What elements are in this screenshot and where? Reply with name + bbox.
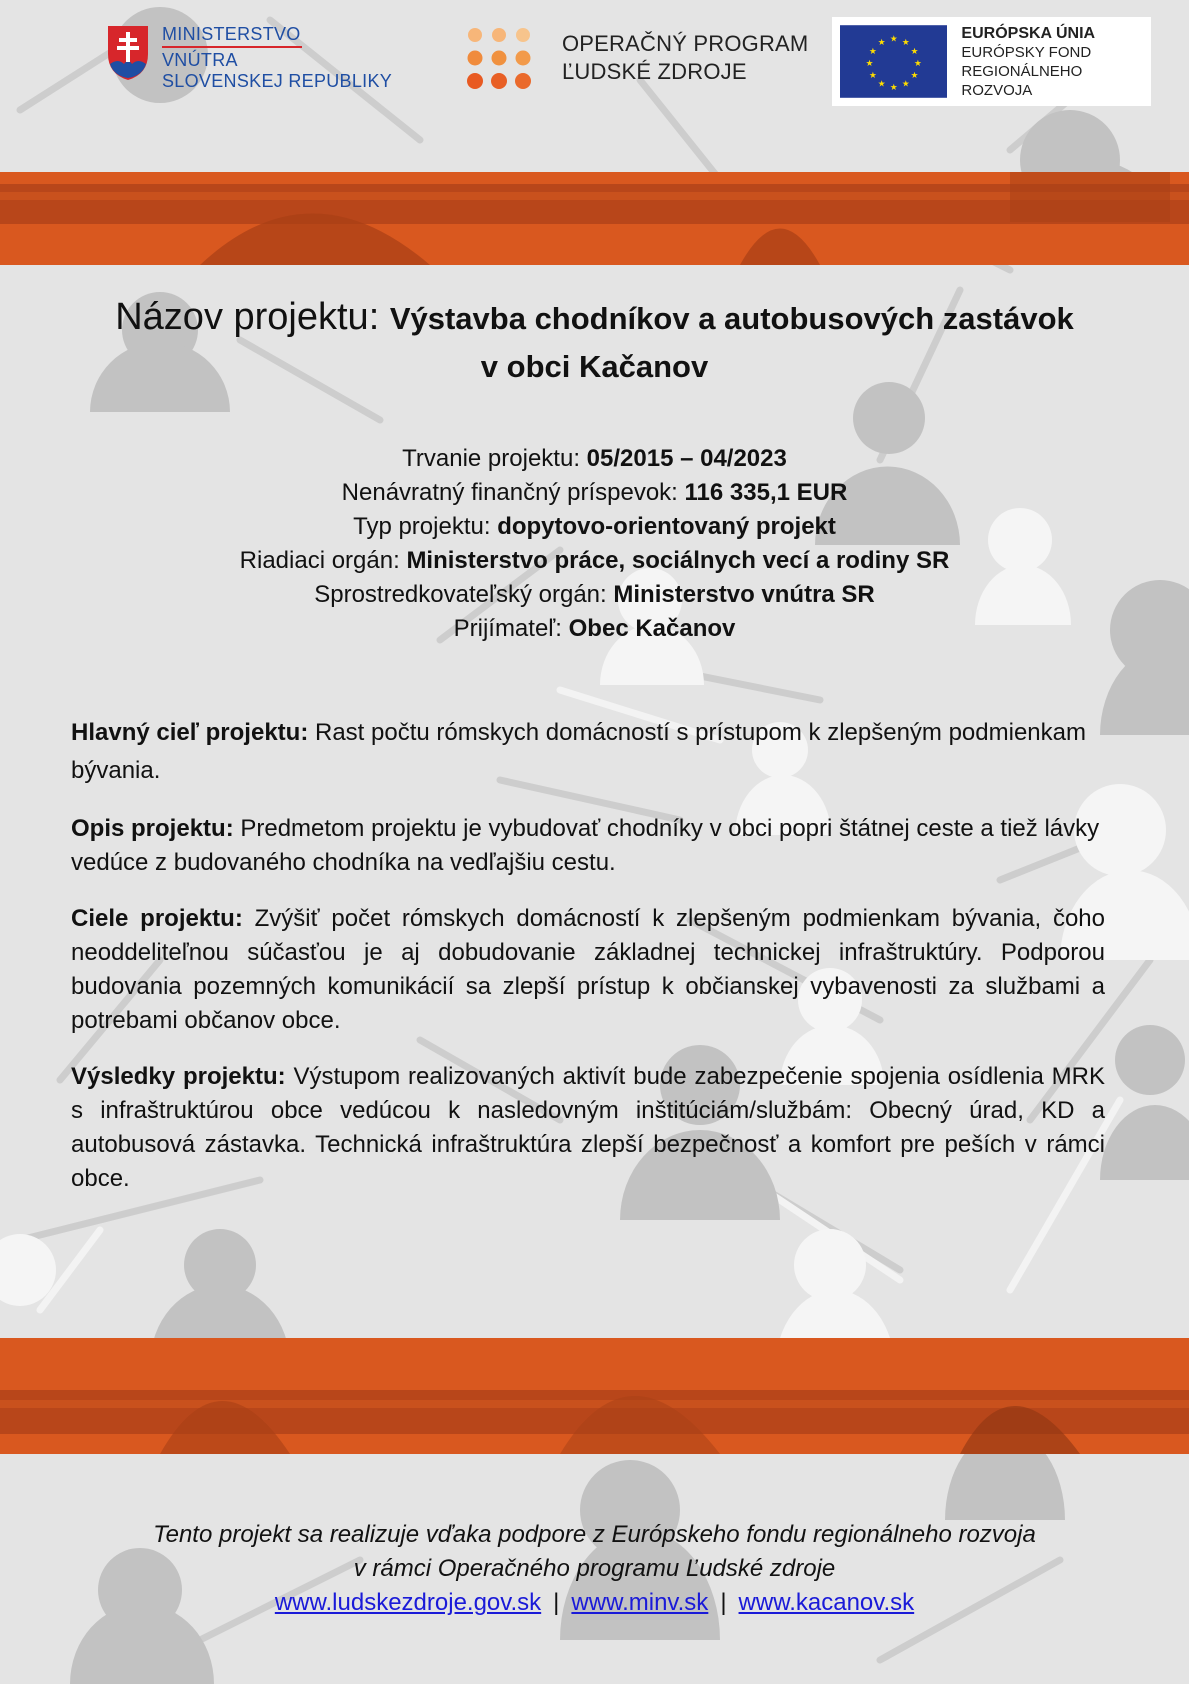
ministry-logo-line: MINISTERSTVO — [162, 24, 302, 48]
top-orange-band — [0, 172, 1189, 265]
meta-value: Ministerstvo práce, sociálnych vecí a rodiny SR — [406, 547, 950, 574]
link-separator: | — [553, 1589, 560, 1616]
section-text: Výstupom realizovaných aktivít bude zabezpečenie spojenia osídlenia MRK s infraštruktúrou obce vedúcou k nasledovným inštitúciám/službám: Obecný úrad, KD a autobusová zástavka. Technická infraštruktúra zlepší bezpečnosť a komfort pre peších v rámci obce. — [71, 1063, 1105, 1192]
svg-text:★: ★ — [877, 38, 886, 49]
slovak-coat-of-arms-icon — [106, 24, 150, 82]
svg-text:★: ★ — [869, 70, 877, 81]
eu-logo-line: EURÓPSKY FOND — [961, 43, 1092, 61]
section-label: Opis projektu: — [71, 815, 234, 842]
footer-links — [60, 1586, 1129, 1620]
eu-flag-icon — [840, 24, 947, 99]
section-text: Zvýšiť počet rómskych domácností k zlepšeným podmienkam bývania, čoho neoddeliteľnou súčasťou je aj dobudovanie základnej technickej infraštruktúry. Podporou budovania pozemných komunikácií sa zlepší prístup k občianskej vybavenosti za službami a potrebami občanov obce. — [71, 905, 1105, 1034]
project-name-line1: Výstavba chodníkov a autobusových zastávok — [389, 301, 1074, 336]
footer-line2: v rámci Operačného programu Ľudské zdroje — [353, 1555, 836, 1582]
section-label: Ciele projektu: — [71, 905, 243, 932]
eu-logo-line: REGIONÁLNEHO ROZVOJA — [961, 62, 1083, 99]
op-ludske-zdroje-logo — [466, 26, 808, 90]
project-name-line2: v obci Kačanov — [480, 349, 709, 384]
page-title — [60, 294, 1129, 390]
meta-row-grant — [60, 476, 1129, 510]
section-label: Hlavný cieľ projektu: — [71, 719, 309, 746]
project-description — [71, 714, 1105, 1218]
section-text: Rast počtu rómskych domácností s prístupom k zlepšeným podmienkam bývania. — [71, 719, 1086, 784]
section-goals — [71, 902, 1105, 1038]
section-results — [71, 1060, 1105, 1196]
svg-text:★: ★ — [910, 46, 919, 57]
meta-row-intermediate-body — [60, 578, 1129, 612]
meta-label: Riadiaci orgán: — [239, 547, 400, 574]
ministry-logo-line: VNÚTRA — [162, 50, 238, 70]
svg-text:★: ★ — [901, 79, 910, 90]
section-description — [71, 812, 1105, 880]
header-logos — [0, 0, 1189, 170]
meta-label: Nenávratný finančný príspevok: — [341, 479, 678, 506]
svg-text:★: ★ — [910, 70, 919, 81]
link-minv[interactable]: www.minv.sk — [571, 1589, 709, 1616]
svg-text:★: ★ — [877, 79, 886, 90]
meta-label: Prijímateľ: — [453, 615, 562, 642]
op-dots-icon — [466, 26, 532, 90]
meta-row-type — [60, 510, 1129, 544]
footer-line1: Tento projekt sa realizuje vďaka podpore z Európskeho fondu regionálneho rozvoja — [153, 1521, 1036, 1548]
link-ludskezdroje[interactable]: www.ludskezdroje.gov.sk — [274, 1589, 542, 1616]
meta-value: 05/2015 – 04/2023 — [586, 445, 787, 472]
svg-text:★: ★ — [869, 46, 877, 57]
meta-row-beneficiary — [60, 612, 1129, 646]
meta-value: Obec Kačanov — [568, 615, 736, 642]
op-logo-line: OPERAČNÝ PROGRAM — [562, 31, 809, 56]
meta-label: Typ projektu: — [353, 513, 491, 540]
meta-value: 116 335,1 EUR — [684, 479, 848, 506]
ministry-logo-line: SLOVENSKEJ REPUBLIKY — [162, 71, 393, 91]
svg-text:★: ★ — [901, 38, 910, 49]
ministry-interior-logo — [106, 24, 392, 94]
op-logo-line: ĽUDSKÉ ZDROJE — [562, 59, 747, 84]
meta-label: Trvanie projektu: — [402, 445, 580, 472]
section-main-goal — [71, 714, 1105, 790]
link-separator: | — [720, 1589, 727, 1616]
svg-text:★: ★ — [914, 58, 922, 69]
meta-label: Sprostredkovateľský orgán: — [314, 581, 607, 608]
project-meta — [60, 442, 1129, 646]
section-text: Predmetom projektu je vybudovať chodníky v obci popri štátnej ceste a tiež lávky vedúce z budovaného chodníka na vedľajšiu cestu. — [71, 815, 1100, 876]
svg-text:★: ★ — [865, 58, 874, 69]
bottom-orange-band — [0, 1338, 1189, 1454]
footer — [60, 1518, 1129, 1620]
eu-erdf-logo — [832, 17, 1151, 106]
link-kacanov[interactable]: www.kacanov.sk — [738, 1589, 915, 1616]
title-label: Názov projektu: — [115, 296, 380, 338]
svg-text:★: ★ — [889, 83, 898, 94]
meta-value: Ministerstvo vnútra SR — [613, 581, 875, 608]
meta-row-managing-authority — [60, 544, 1129, 578]
meta-row-duration — [60, 442, 1129, 476]
svg-text:★: ★ — [889, 34, 898, 45]
meta-value: dopytovo-orientovaný projekt — [497, 513, 836, 540]
section-label: Výsledky projektu: — [71, 1063, 286, 1090]
eu-logo-title: EURÓPSKA ÚNIA — [961, 24, 1096, 42]
